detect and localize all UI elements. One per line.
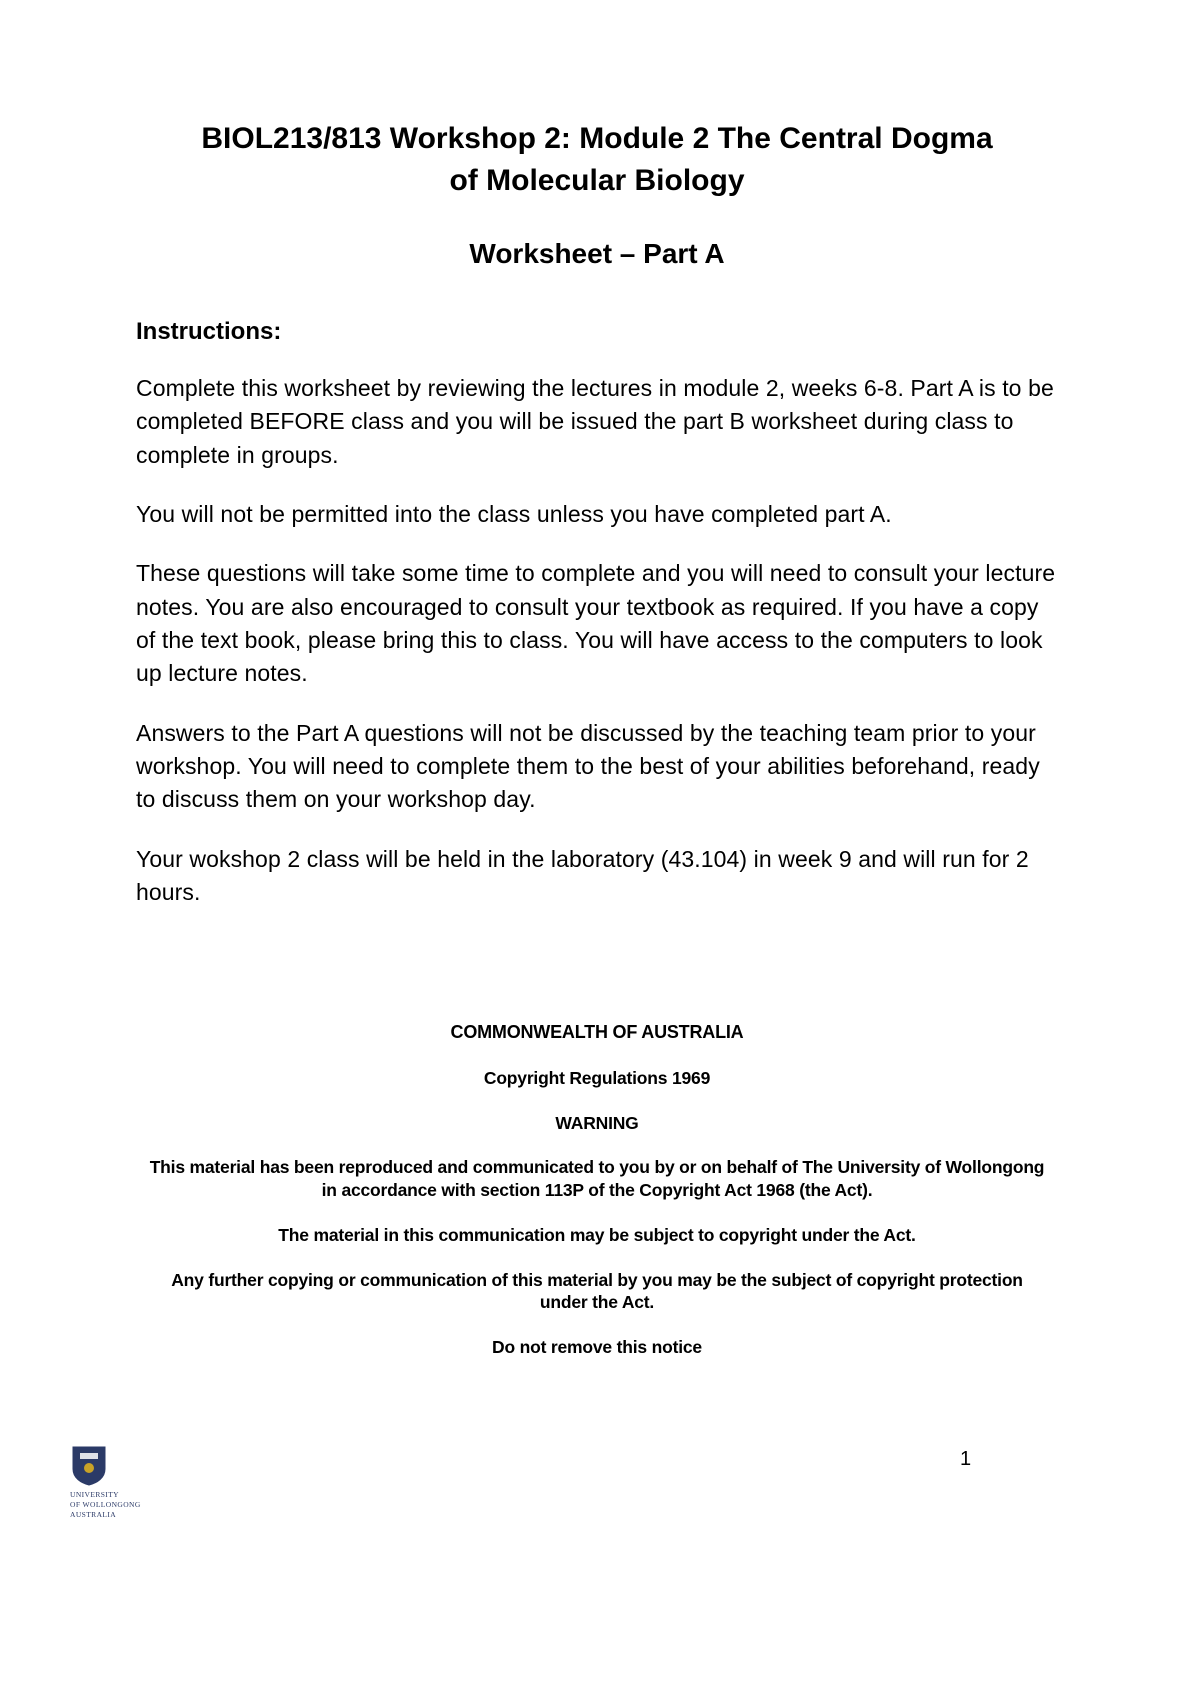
copyright-notice — [136, 1021, 1058, 1358]
instructions-paragraph-1: Complete this worksheet by reviewing the lectures in module 2, weeks 6-8. Part A is to be completed BEFORE class and you will be issued the part B worksheet during class to complete in groups. — [136, 375, 1054, 468]
uow-logo-line-2: OF WOLLONGONG — [70, 1500, 141, 1510]
instructions-paragraph-4: Answers to the Part A questions will not be discussed by the teaching team prior to your workshop. You will need to complete them to the best of your abilities beforehand, ready to discuss them on your workshop day. — [136, 719, 1040, 813]
document-subtitle: Worksheet – Part A — [469, 238, 725, 269]
instructions-heading: Instructions: — [136, 318, 282, 345]
copyright-do-not-remove-line: Do not remove this notice — [492, 1337, 702, 1358]
uow-logo-line-1: UNIVERSITY — [70, 1490, 119, 1499]
uow-shield-icon — [72, 1446, 106, 1486]
uow-logo — [70, 1446, 180, 1520]
copyright-regulations-line: Copyright Regulations 1969 — [483, 1067, 711, 1088]
uow-logo-line-3: AUSTRALIA — [70, 1510, 117, 1520]
copyright-commonwealth-line: COMMONWEALTH OF AUSTRALIA — [450, 1022, 744, 1043]
copyright-warning-line: WARNING — [555, 1112, 639, 1133]
copyright-further-copying-line: Any further copying or communication of this material by you may be the subject of copyright protection under the Act. — [171, 1269, 1023, 1313]
uow-logo-text — [70, 1490, 180, 1520]
instructions-paragraph-5: Your wokshop 2 class will be held in the laboratory (43.104) in week 9 and will run for 2 hours. — [136, 845, 1029, 906]
instructions-paragraph-3: These questions will take some time to complete and you will need to consult your lecture notes. You are also encouraged to consult your textbook as required. If you have a copy of the text book, please bring this to class. You will have access to the computers to look up lecture notes. — [136, 560, 1056, 687]
copyright-reproduction-line: This material has been reproduced and communicated to you by or on behalf of The University of Wollongong in accordance with section 113P of the Copyright Act 1968 (the Act). — [149, 1157, 1045, 1201]
copyright-subject-line: The material in this communication may be subject to copyright under the Act. — [278, 1224, 916, 1245]
document-title: BIOL213/813 Workshop 2: Module 2 The Central Dogma of Molecular Biology — [201, 122, 993, 197]
instructions-paragraph-2: You will not be permitted into the class unless you have completed part A. — [136, 501, 892, 528]
page-number: 1 — [960, 1448, 972, 1470]
